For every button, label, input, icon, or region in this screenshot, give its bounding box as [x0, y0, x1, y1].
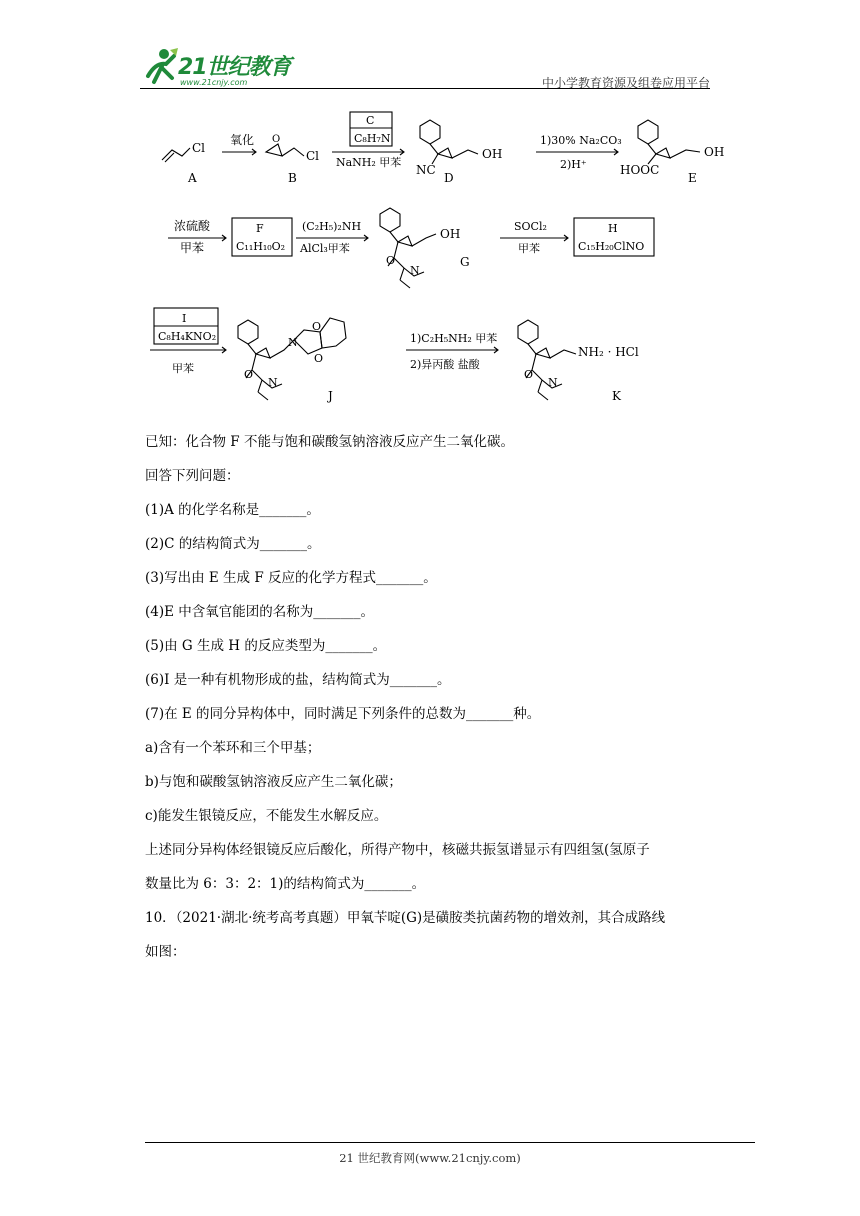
svg-text:2)异丙酸 盐酸: 2)异丙酸 盐酸	[410, 358, 480, 371]
svg-text:O: O	[314, 352, 324, 365]
condition-b: b)与饱和碳酸氢钠溶液反应产生二氧化碳；	[145, 774, 402, 790]
svg-text:1)30% Na₂CO₃: 1)30% Na₂CO₃	[540, 134, 622, 147]
svg-text:I: I	[182, 312, 187, 325]
condition-a: a)含有一个苯环和三个甲基；	[145, 740, 321, 756]
svg-text:OH: OH	[704, 145, 725, 159]
svg-text:C₈H₄KNO₂: C₈H₄KNO₂	[158, 330, 217, 343]
svg-text:NC: NC	[416, 163, 436, 177]
header-divider	[140, 88, 710, 89]
question-8-line1: 上述同分异构体经银镜反应后酸化，所得产物中，核磁共振氢谱显示有四组氢(氢原子	[145, 842, 650, 858]
svg-text:1)C₂H₅NH₂ 甲苯: 1)C₂H₅NH₂ 甲苯	[410, 332, 498, 345]
svg-text:O: O	[312, 320, 322, 333]
question-5: (5)由 G 生成 H 的反应类型为_______。	[145, 638, 387, 654]
question-2: (2)C 的结构简式为_______。	[145, 536, 321, 552]
question-1: (1)A 的化学名称是_______。	[145, 502, 320, 518]
logo-url: www.21cnjy.com	[180, 78, 248, 87]
svg-text:OH: OH	[440, 227, 461, 241]
known-condition: 已知：化合物 F 不能与饱和碳酸氢钠溶液反应产生二氧化碳。	[145, 434, 514, 450]
question-7: (7)在 E 的同分异构体中，同时满足下列条件的总数为_______种。	[145, 706, 541, 722]
svg-text:甲苯: 甲苯	[180, 241, 205, 255]
svg-text:AlCl₃甲苯: AlCl₃甲苯	[300, 242, 350, 255]
question-10-line2: 如图：	[145, 944, 186, 960]
question-8-line2: 数量比为 6：3：2：1)的结构简式为_______。	[145, 876, 426, 892]
svg-text:O: O	[272, 134, 281, 145]
synthesis-scheme	[148, 100, 768, 420]
question-4: (4)E 中含氧官能团的名称为_______。	[145, 604, 375, 620]
svg-text:HOOC: HOOC	[620, 163, 660, 177]
svg-text:甲苯: 甲苯	[172, 362, 194, 375]
page-footer: 21 世纪教育网(www.21cnjy.com)	[339, 1151, 521, 1165]
label-G: G	[460, 255, 470, 269]
svg-text:甲苯: 甲苯	[518, 242, 540, 255]
site-logo	[140, 44, 310, 90]
svg-text:C₈H₇N: C₈H₇N	[354, 132, 391, 145]
svg-text:Cl: Cl	[306, 149, 320, 163]
page-header	[140, 44, 710, 90]
svg-text:SOCl₂: SOCl₂	[514, 220, 547, 233]
svg-text:C₁₁H₁₀O₂: C₁₁H₁₀O₂	[236, 240, 286, 253]
footer-divider	[145, 1142, 755, 1143]
step1-reagent: 氧化	[230, 133, 255, 147]
svg-text:N: N	[288, 336, 298, 349]
question-6: (6)I 是一种有机物形成的盐，结构简式为_______。	[145, 672, 451, 688]
svg-text:(C₂H₅)₂NH: (C₂H₅)₂NH	[302, 220, 362, 233]
svg-text:O: O	[386, 254, 396, 267]
runner-logo-icon	[140, 46, 180, 86]
instruction: 回答下列问题：	[145, 468, 240, 484]
svg-text:NH₂ · HCl: NH₂ · HCl	[578, 345, 639, 359]
condition-c: c)能发生银镜反应，不能发生水解反应。	[145, 808, 388, 824]
svg-text:NaNH₂ 甲苯: NaNH₂ 甲苯	[336, 156, 402, 169]
svg-text:O: O	[524, 368, 534, 381]
label-E: E	[688, 171, 697, 185]
label-J: J	[328, 389, 333, 403]
svg-text:H: H	[608, 222, 618, 235]
label-K: K	[612, 389, 621, 403]
question-3: (3)写出由 E 生成 F 反应的化学方程式_______。	[145, 570, 437, 586]
svg-text:N: N	[268, 376, 278, 389]
svg-text:Cl: Cl	[192, 141, 206, 155]
svg-text:N: N	[410, 264, 420, 277]
svg-text:2)H⁺: 2)H⁺	[560, 158, 587, 171]
question-10-line1: 10．（2021·湖北·统考高考真题）甲氧苄啶(G)是磺胺类抗菌药物的增效剂，其合成路线	[145, 910, 666, 926]
svg-text:O: O	[244, 368, 254, 381]
svg-text:F: F	[256, 222, 264, 235]
svg-text:OH: OH	[482, 147, 503, 161]
svg-text:N: N	[548, 376, 558, 389]
label-A: A	[188, 171, 197, 185]
svg-text:C: C	[366, 114, 375, 127]
svg-text:浓硫酸: 浓硫酸	[174, 219, 211, 233]
site-description: 中小学教育资源及组卷应用平台	[541, 76, 710, 90]
label-D: D	[444, 171, 454, 185]
logo-text: 21世纪教育	[178, 55, 291, 80]
svg-text:C₁₅H₂₀ClNO: C₁₅H₂₀ClNO	[578, 240, 645, 253]
label-B: B	[288, 171, 297, 185]
